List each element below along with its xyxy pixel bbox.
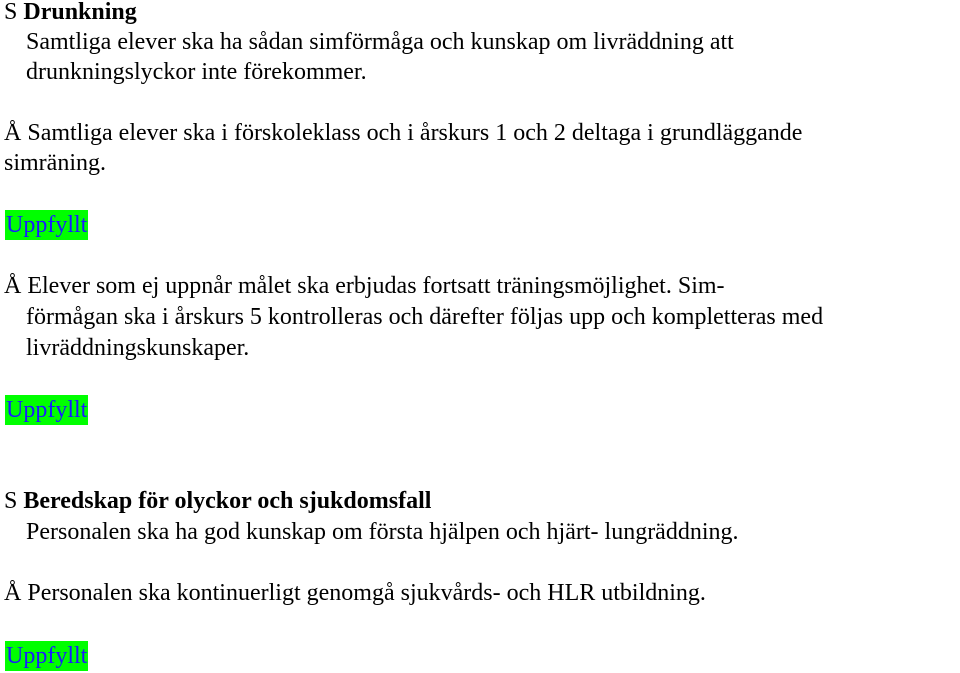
- goal-text-line: Personalen ska ha god kunskap om första hjälpen och hjärt- lungräddning.: [26, 519, 739, 545]
- action-text-line: förmågan ska i årskurs 5 kontrolleras och därefter följas upp och kompletteras med: [26, 304, 824, 330]
- section-prefix: S: [4, 0, 18, 25]
- goal-text-line: Samtliga elever ska ha sådan simförmåga och kunskap om livräddning att: [26, 29, 734, 55]
- status-badge: Uppfyllt: [6, 397, 88, 423]
- section-beredskap-heading: [4, 486, 431, 516]
- action-item: [4, 578, 706, 608]
- section-prefix: S: [4, 488, 18, 514]
- action-text-line: livräddningskunskaper.: [26, 335, 250, 361]
- status-badge-line: [5, 210, 88, 240]
- action-text: Personalen ska kontinuerligt genomgå sjukvårds- och HLR utbildning.: [27, 580, 706, 606]
- status-badge-line: [5, 641, 88, 671]
- action-prefix: Å: [4, 273, 22, 299]
- section-title: Beredskap för olyckor och sjukdomsfall: [23, 488, 432, 514]
- status-badge-line: [5, 395, 88, 425]
- section-drunkning-heading: [4, 0, 137, 27]
- action-text-line: simräning.: [4, 150, 106, 176]
- action-prefix: Å: [4, 580, 22, 606]
- status-badge: Uppfyllt: [6, 643, 88, 669]
- action-item: [4, 271, 725, 301]
- action-text: Samtliga elever ska i förskoleklass och i årskurs 1 och 2 deltaga i grundläggande: [27, 120, 803, 146]
- action-text: Elever som ej uppnår målet ska erbjudas fortsatt träningsmöjlighet. Sim-: [27, 273, 725, 299]
- action-item: [4, 118, 802, 148]
- goal-text-line: drunkningslyckor inte förekommer.: [26, 59, 367, 85]
- status-badge: Uppfyllt: [6, 212, 88, 238]
- action-prefix: Å: [4, 120, 22, 146]
- section-title: Drunkning: [23, 0, 137, 25]
